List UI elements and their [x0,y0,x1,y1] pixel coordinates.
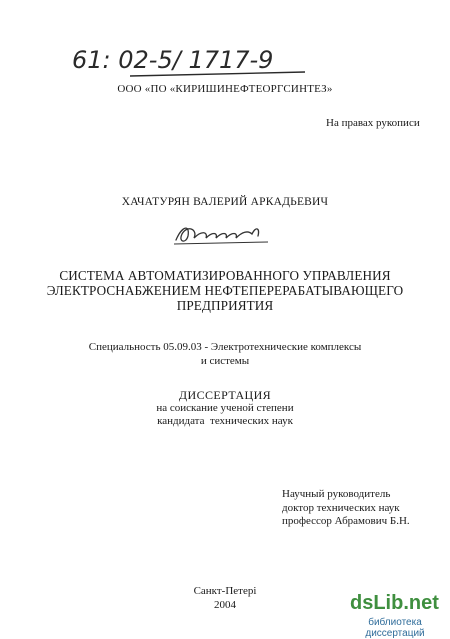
title-line-1: СИСТЕМА АВТОМАТИЗИРОВАННОГО УПРАВЛЕНИЯ [59,268,391,283]
author-name: ХАЧАТУРЯН ВАЛЕРИЙ АРКАДЬЕВИЧ [121,196,329,208]
title-line-2: ЭЛЕКТРОСНАБЖЕНИЕМ НЕФТЕПЕРЕРАБАТЫВАЮЩЕГО [46,283,404,298]
advisor-block [282,488,410,529]
handwritten-registration-number [70,40,310,82]
specialty-line-1: Специальность 05.09.03 - Электротехнические комплексы [88,341,362,353]
dissertation-line-2: кандидата технических наук [157,415,293,427]
year: 2004 [214,599,236,611]
specialty-line-2: и системы [200,355,250,367]
svg-text:61: 02-5/ 1717-9: 61: 02-5/ 1717-9 [72,46,274,74]
advisor-line-1: Научный руководитель [282,488,391,500]
author-signature [168,220,278,250]
advisor-line-3: профессор Абрамович Б.Н. [282,515,410,527]
advisor-line-2: доктор технических наук [282,501,400,514]
specialty-block [0,340,450,368]
dissertation-block [0,389,450,428]
watermark-logo: dsLib.net [350,592,439,614]
organization-name: ООО «ПО «КИРИШИНЕФТЕОРГСИНТЕЗ» [117,83,333,95]
manuscript-rights-note: На правах рукописи [326,117,420,129]
dslib-watermark[interactable] [340,590,450,639]
dissertation-title [40,268,410,313]
city: Санкт-Петерi [193,585,257,597]
watermark-caption: библиотека диссертаций [365,617,425,639]
dissertation-heading: ДИССЕРТАЦИЯ [178,388,272,402]
dissertation-line-1: на соискание ученой степени [156,402,294,414]
title-line-3: ПРЕДПРИЯТИЯ [176,298,274,313]
